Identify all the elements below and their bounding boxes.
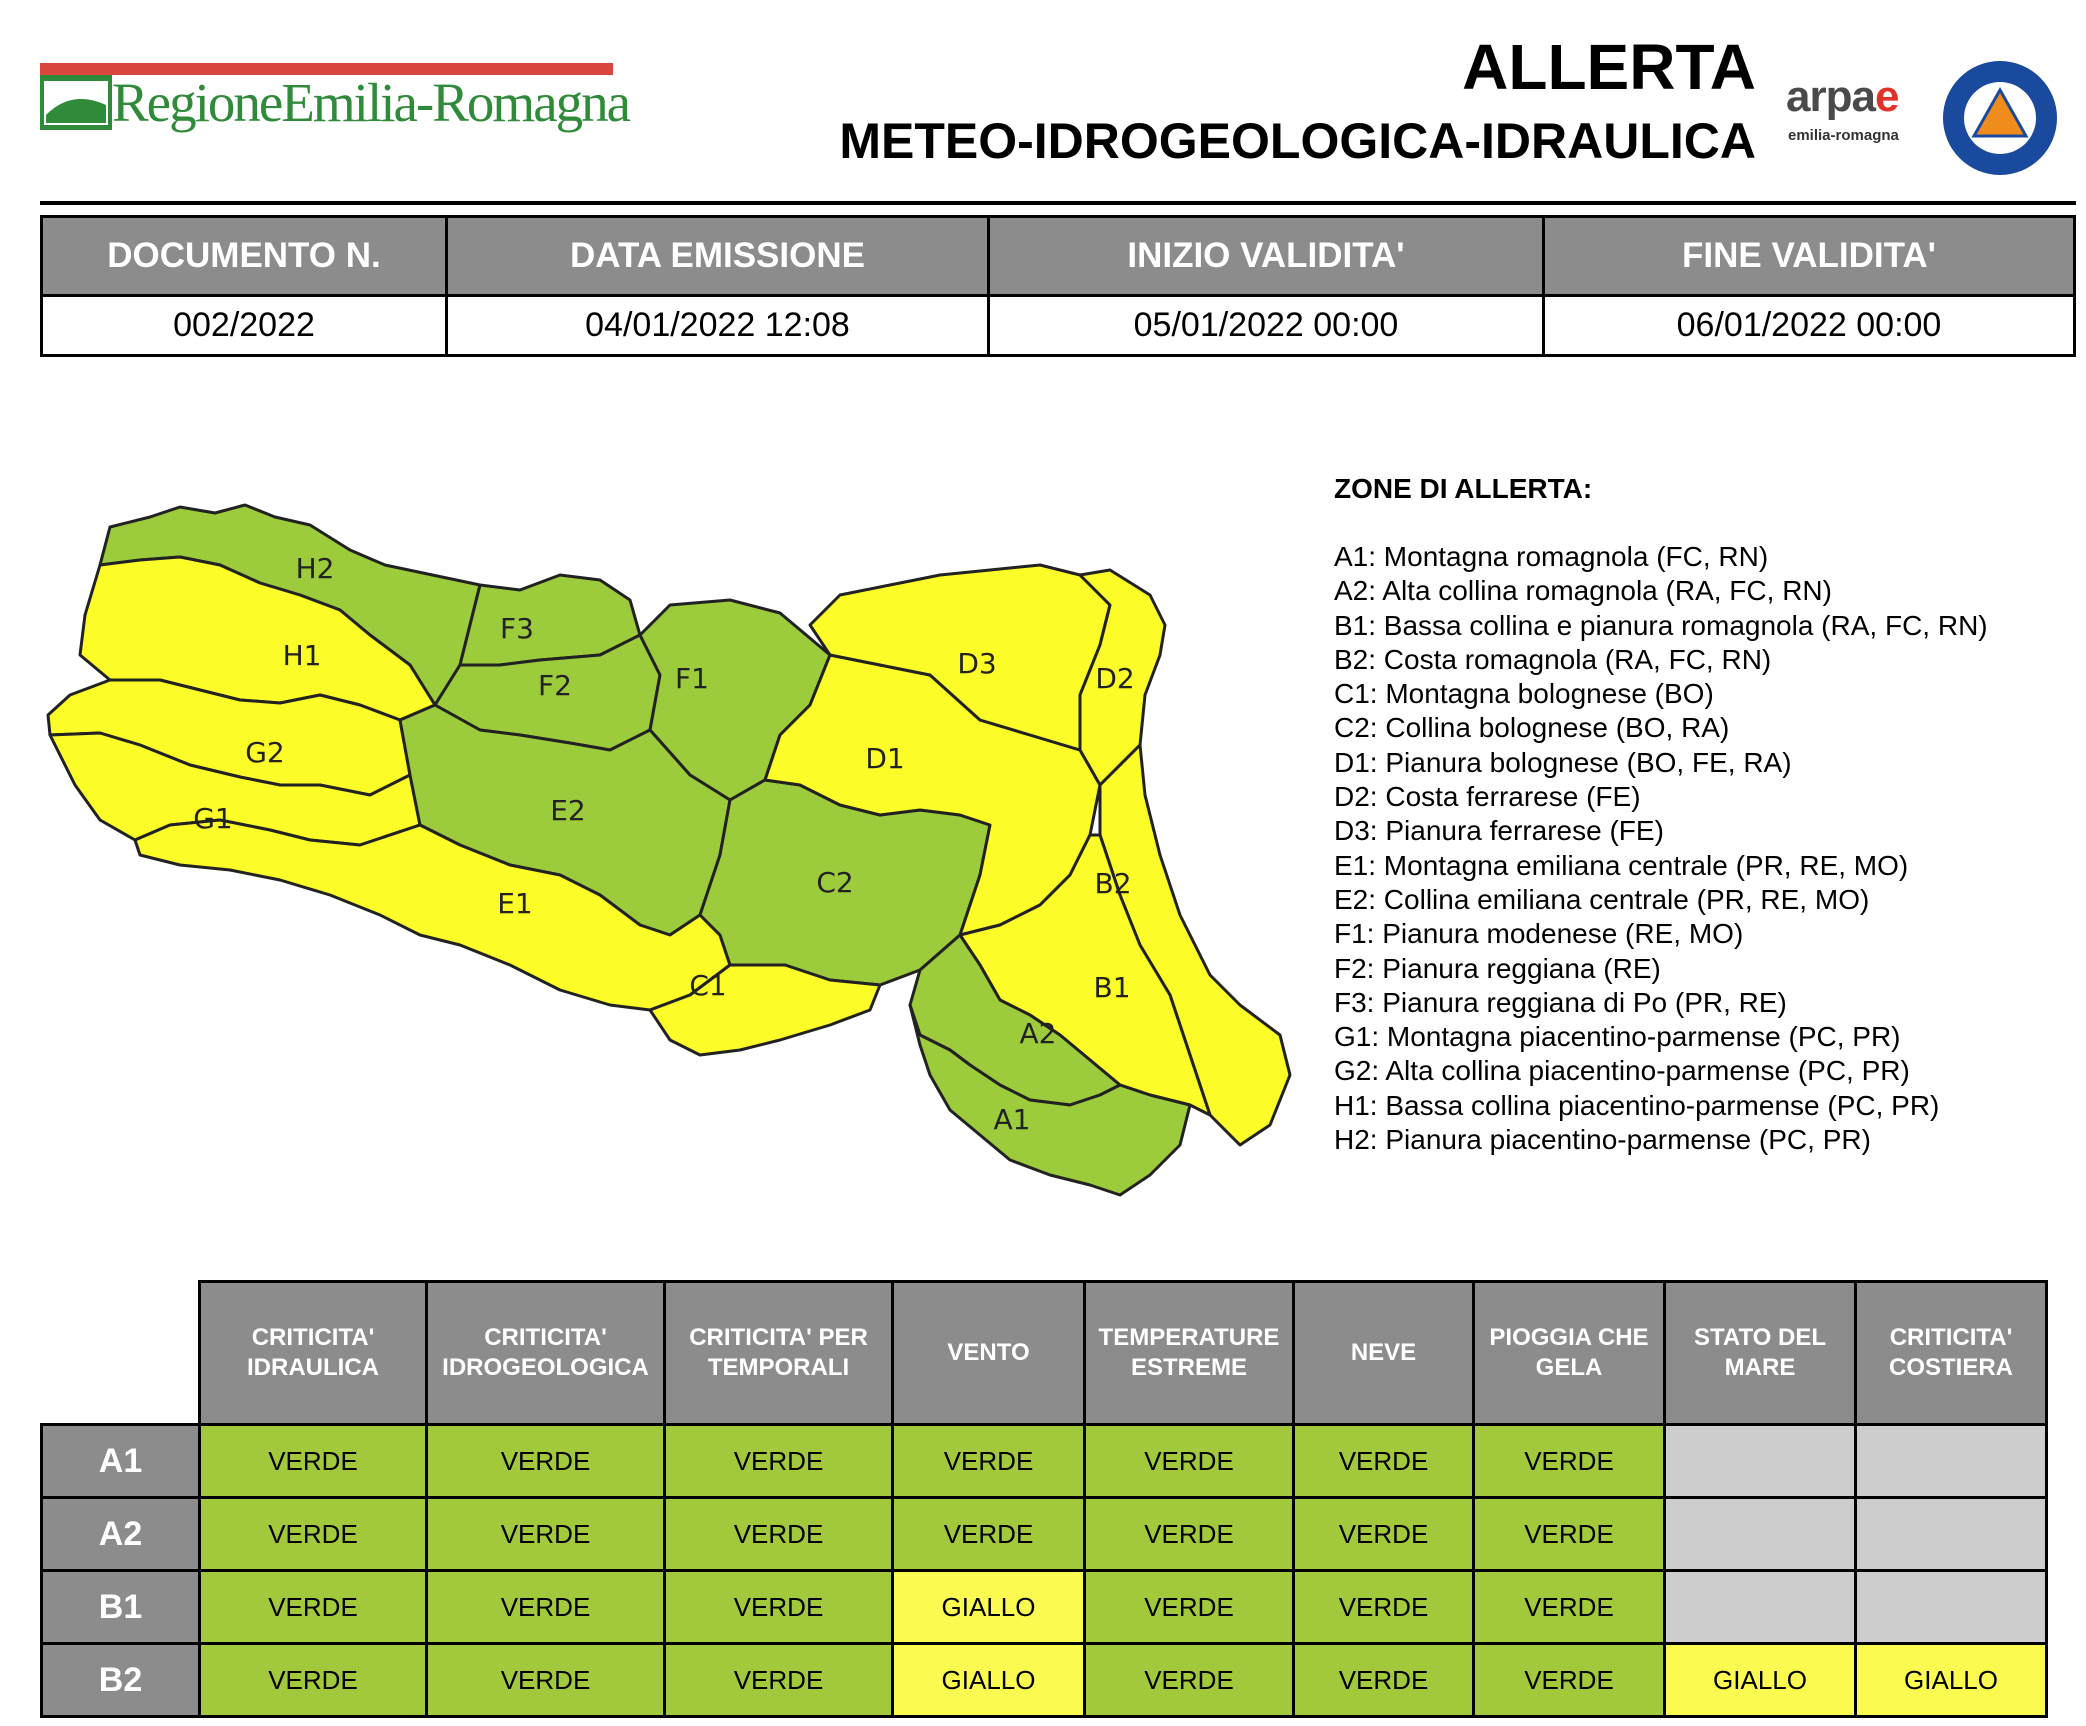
zones-legend-item: F3: Pianura reggiana di Po (PR, RE) [1334, 986, 1787, 1018]
zones-legend-item: F1: Pianura modenese (RE, MO) [1334, 918, 1744, 950]
row-zone-label: B2 [42, 1644, 200, 1717]
criticality-cell: VERDE [1474, 1571, 1665, 1644]
criticality-table [40, 1280, 2048, 1718]
header-line: CRITICITA' PER [689, 1324, 868, 1351]
criticality-cell: VERDE [1085, 1644, 1294, 1717]
criticality-cell: VERDE [427, 1644, 665, 1717]
zones-legend-item: D2: Costa ferrarese (FE) [1334, 781, 1641, 813]
criticality-cell: VERDE [1294, 1644, 1474, 1717]
criticality-column-header [1294, 1282, 1474, 1425]
criticality-cell [1665, 1425, 1856, 1498]
zone-label-C1: C1 [689, 969, 727, 1002]
zones-legend-item: H2: Pianura piacentino-parmense (PC, PR) [1334, 1124, 1871, 1156]
region-flag-icon [40, 75, 112, 130]
zones-legend-item: C2: Collina bolognese (BO, RA) [1334, 712, 1730, 744]
criticality-cell: VERDE [1294, 1498, 1474, 1571]
arpae-logo-subtitle: emilia-romagna [1788, 127, 1899, 144]
header-line: IDRAULICA [247, 1354, 379, 1381]
zones-legend-item: F2: Pianura reggiana (RE) [1334, 952, 1661, 984]
arpae-logo-e: e [1874, 72, 1899, 121]
criticality-cell: VERDE [200, 1425, 427, 1498]
criticality-cell: VERDE [1294, 1571, 1474, 1644]
zone-label-H2: H2 [295, 552, 335, 585]
criticality-cell [1856, 1425, 2047, 1498]
zone-label-F2: F2 [538, 669, 572, 702]
header-line: ESTREME [1130, 1354, 1247, 1381]
zone-label-E2: E2 [550, 794, 586, 827]
doc-number-header: DOCUMENTO N. [42, 217, 447, 296]
criticality-cell: VERDE [200, 1644, 427, 1717]
row-zone-label: A2 [42, 1498, 200, 1571]
validity-end-value: 06/01/2022 00:00 [1544, 296, 2075, 356]
criticality-column-header [1085, 1282, 1294, 1425]
table-corner [42, 1282, 200, 1425]
header-line: TEMPORALI [707, 1354, 850, 1381]
zones-legend-item: E1: Montagna emiliana centrale (PR, RE, MO) [1334, 849, 1909, 881]
criticality-cell [1856, 1498, 2047, 1571]
zone-label-G1: G1 [193, 802, 233, 835]
region-logo-text: RegioneEmilia-Romagna [112, 72, 630, 133]
zones-legend-item: B1: Bassa collina e pianura romagnola (RA, FC, RN) [1334, 609, 1988, 641]
criticality-cell: VERDE [665, 1498, 893, 1571]
zones-legend-item: G2: Alta collina piacentino-parmense (PC, PR) [1334, 1055, 1910, 1087]
zone-label-A1: A1 [993, 1103, 1031, 1136]
zones-legend-item: D1: Pianura bolognese (BO, FE, RA) [1334, 746, 1792, 778]
zones-legend-item: A2: Alta collina romagnola (RA, FC, RN) [1334, 575, 1832, 607]
zone-label-B1: B1 [1093, 971, 1131, 1004]
zone-label-D3: D3 [957, 647, 997, 680]
table-row [42, 1498, 2047, 1571]
criticality-cell [1856, 1571, 2047, 1644]
zones-legend-item: B2: Costa romagnola (RA, FC, RN) [1334, 643, 1772, 675]
criticality-cell: GIALLO [893, 1644, 1085, 1717]
header-line: PIOGGIA CHE [1489, 1324, 1649, 1351]
validity-start-header: INIZIO VALIDITA' [989, 217, 1544, 296]
row-zone-label: A1 [42, 1425, 200, 1498]
criticality-cell: VERDE [1474, 1425, 1665, 1498]
header-line: GELA [1535, 1354, 1603, 1381]
table-row [42, 1425, 2047, 1498]
criticality-cell: VERDE [1085, 1498, 1294, 1571]
criticality-column-header [665, 1282, 893, 1425]
header-line: COSTIERA [1888, 1354, 2013, 1381]
row-zone-label: B1 [42, 1571, 200, 1644]
zone-label-A2: A2 [1019, 1017, 1057, 1050]
zone-label-H1: H1 [282, 639, 322, 672]
zones-legend-item: C1: Montagna bolognese (BO) [1334, 678, 1714, 710]
header-line: IDROGEOLOGICA [442, 1354, 649, 1381]
zones-legend-item: G1: Montagna piacentino-parmense (PC, PR) [1334, 1021, 1901, 1053]
criticality-cell: GIALLO [893, 1571, 1085, 1644]
criticality-cell: VERDE [665, 1425, 893, 1498]
zone-label-C2: C2 [816, 866, 854, 899]
header-divider [40, 201, 2076, 205]
arpae-logo-main: arpa [1786, 72, 1875, 121]
table-row [42, 1644, 2047, 1717]
header-line: MARE [1724, 1354, 1796, 1381]
criticality-cell: VERDE [1294, 1425, 1474, 1498]
document-info-table [40, 215, 2076, 357]
criticality-column-header [1665, 1282, 1856, 1425]
validity-end-header: FINE VALIDITA' [1544, 217, 2075, 296]
zone-label-F1: F1 [675, 662, 709, 695]
page-title: ALLERTA [1462, 31, 1756, 103]
criticality-column-header [427, 1282, 665, 1425]
zones-legend-list [1334, 540, 1988, 1157]
header-line: VENTO [947, 1339, 1030, 1366]
zones-legend-item: H1: Bassa collina piacentino-parmense (PC, PR) [1334, 1089, 1940, 1121]
criticality-cell: VERDE [200, 1498, 427, 1571]
arpae-logo [1786, 72, 1898, 122]
header-line: TEMPERATURE [1098, 1324, 1280, 1351]
zones-legend-item: D3: Pianura ferrarese (FE) [1334, 815, 1664, 847]
criticality-cell: VERDE [665, 1644, 893, 1717]
criticality-column-header [200, 1282, 427, 1425]
criticality-cell: VERDE [427, 1498, 665, 1571]
table-row [42, 1571, 2047, 1644]
header-line: NEVE [1350, 1339, 1417, 1366]
doc-number-value: 002/2022 [42, 296, 447, 356]
zone-label-F3: F3 [500, 612, 534, 645]
zones-legend-title: ZONE DI ALLERTA: [1334, 473, 1593, 504]
criticality-cell: VERDE [1474, 1498, 1665, 1571]
zone-label-D1: D1 [865, 742, 905, 775]
criticality-cell: VERDE [200, 1571, 427, 1644]
criticality-cell: VERDE [665, 1571, 893, 1644]
validity-start-value: 05/01/2022 00:00 [989, 296, 1544, 356]
criticality-cell: VERDE [893, 1425, 1085, 1498]
header-line: CRITICITA' [484, 1324, 607, 1351]
criticality-cell: VERDE [1085, 1571, 1294, 1644]
criticality-column-header [893, 1282, 1085, 1425]
zones-legend-item: E2: Collina emiliana centrale (PR, RE, MO) [1334, 883, 1870, 915]
page-subtitle: METEO-IDROGEOLOGICA-IDRAULICA [839, 113, 1756, 169]
criticality-cell: VERDE [427, 1425, 665, 1498]
criticality-cell: VERDE [1474, 1644, 1665, 1717]
criticality-cell: VERDE [427, 1571, 665, 1644]
criticality-cell: VERDE [893, 1498, 1085, 1571]
emission-date-value: 04/01/2022 12:08 [447, 296, 989, 356]
zones-legend-item: A1: Montagna romagnola (FC, RN) [1334, 541, 1769, 572]
alert-zones-map [40, 495, 1300, 1200]
protezione-civile-logo-icon [1940, 58, 2060, 178]
header-line: CRITICITA' [251, 1324, 375, 1351]
zone-label-E1: E1 [497, 887, 533, 920]
criticality-column-header [1856, 1282, 2047, 1425]
criticality-cell [1665, 1571, 1856, 1644]
criticality-cell [1665, 1498, 1856, 1571]
header-line: STATO DEL [1694, 1324, 1826, 1351]
criticality-cell: VERDE [1085, 1425, 1294, 1498]
criticality-cell: GIALLO [1665, 1644, 1856, 1717]
zone-label-B2: B2 [1094, 867, 1132, 900]
emission-date-header: DATA EMISSIONE [447, 217, 989, 296]
zone-label-G2: G2 [245, 736, 285, 769]
header-line: CRITICITA' [1889, 1324, 2013, 1351]
criticality-cell: GIALLO [1856, 1644, 2047, 1717]
criticality-column-header [1474, 1282, 1665, 1425]
zone-label-D2: D2 [1095, 662, 1135, 695]
